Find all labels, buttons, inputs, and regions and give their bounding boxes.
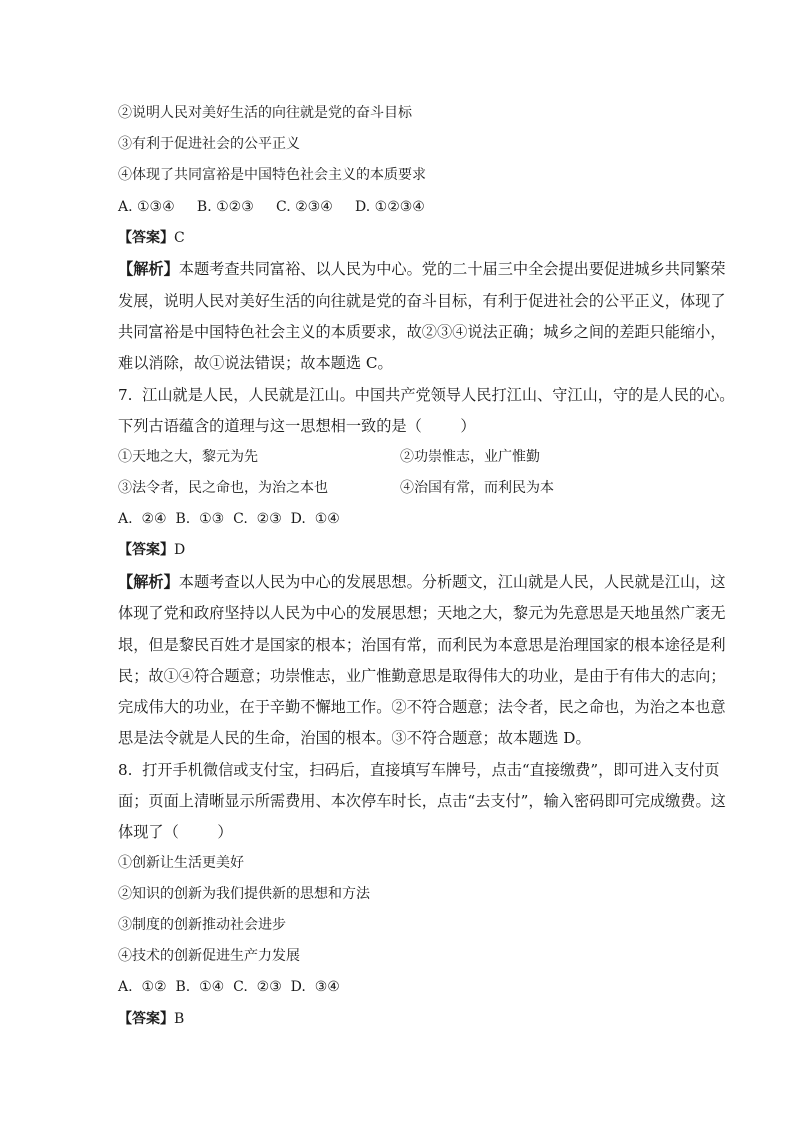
answer-choices: A. ①③④ B. ①②③ C. ②③④ D. ①②③④ <box>118 199 425 215</box>
answer-tag: 【答案】 <box>118 542 174 558</box>
option-1: ①创新让生活更美好 <box>118 855 244 871</box>
analysis-text: 难以消除，故①说法错误；故本题选 C。 <box>118 354 393 372</box>
answer-value: C <box>174 230 185 246</box>
analysis-text: 民；故①④符合题意；功崇惟志，业广惟勤意思是取得伟大的功业，是由于有伟大的志向； <box>118 667 726 685</box>
analysis-text: 完成伟大的功业，在于辛勤不懈地工作。②不符合题意；法令者，民之命也，为治之本也意 <box>118 698 726 716</box>
analysis-text: 体现了党和政府坚持以人民为中心的发展思想；天地之大，黎元为先意思是天地虽然广袤无 <box>118 604 726 622</box>
answer-value: B <box>174 1011 185 1027</box>
option-3: ③有利于促进社会的公平正义 <box>118 136 300 152</box>
question-8-stem: 8. 打开手机微信或支付宝，扫码后，直接填写车牌号，点击“直接缴费”，即可进入支付页 <box>118 761 720 779</box>
answer-tag: 【答案】 <box>118 230 174 246</box>
analysis-line <box>118 260 726 278</box>
answer-choices: A. ①② B. ①④ C. ②③ D. ③④ <box>118 979 340 995</box>
option-2: ②知识的创新为我们提供新的思想和方法 <box>118 886 370 902</box>
question-8-stem: 面；页面上清晰显示所需费用、本次停车时长，点击“去支付”，输入密码即可完成缴费。这 <box>118 792 726 810</box>
option-3: ③制度的创新推动社会进步 <box>118 917 286 933</box>
answer-line <box>118 229 185 247</box>
analysis-line <box>118 573 726 591</box>
option-3: ③法令者，民之命也，为治之本也 <box>118 480 328 496</box>
answer-value: D <box>174 542 186 558</box>
analysis-tag: 【解析】 <box>118 573 179 591</box>
analysis-text: 共同富裕是中国特色社会主义的本质要求，故②③④说法正确；城乡之间的差距只能缩小， <box>118 323 726 341</box>
answer-tag: 【答案】 <box>118 1011 174 1027</box>
option-1: ①天地之大，黎元为先 <box>118 449 258 465</box>
analysis-text: 本题考查共同富裕、以人民为中心。党的二十届三中全会提出要促进城乡共同繁荣 <box>178 260 726 278</box>
option-4: ④治国有常，而利民为本 <box>400 480 554 496</box>
answer-line <box>118 541 185 559</box>
analysis-text: 思是法令就是人民的生命，治国的根本。③不符合题意；故本题选 D。 <box>118 729 591 747</box>
question-8-stem: 体现了（ ） <box>118 823 233 841</box>
analysis-tag: 【解析】 <box>118 260 179 278</box>
option-4: ④技术的创新促进生产力发展 <box>118 948 300 964</box>
answer-line <box>118 1010 184 1028</box>
question-7-stem: 下列古语蕴含的道理与这一思想相一致的是（ ） <box>118 417 476 435</box>
option-2: ②说明人民对美好生活的向往就是党的奋斗目标 <box>118 105 412 121</box>
option-4: ④体现了共同富裕是中国特色社会主义的本质要求 <box>118 167 426 183</box>
answer-choices: A. ②④ B. ①③ C. ②③ D. ①④ <box>118 511 340 527</box>
analysis-text: 垠，但是黎民百姓才是国家的根本；治国有常，而利民为本意思是治理国家的根本途径是利 <box>118 636 726 654</box>
option-2: ②功崇惟志，业广惟勤 <box>400 449 540 465</box>
analysis-text: 本题考查以人民为中心的发展思想。分析题文，江山就是人民，人民就是江山，这 <box>178 573 726 591</box>
analysis-text: 发展，说明人民对美好生活的向往就是党的奋斗目标，有利于促进社会的公平正义，体现了 <box>118 292 726 310</box>
question-7-stem: 7. 江山就是人民，人民就是江山。中国共产党领导人民打江山、守江山，守的是人民的心。 <box>118 386 735 404</box>
